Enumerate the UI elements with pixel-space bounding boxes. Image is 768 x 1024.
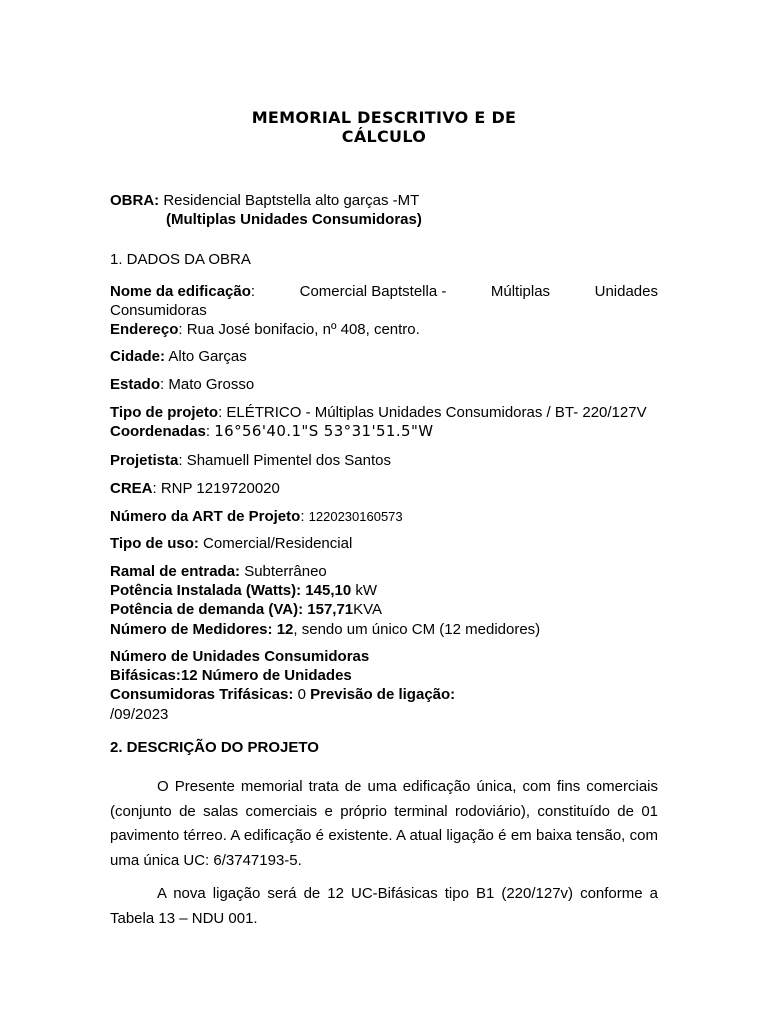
medidores-label: Número de Medidores: 12	[110, 621, 294, 638]
nome-edificacao-row	[110, 282, 658, 301]
projetista-label: Projetista	[110, 452, 179, 469]
estado-line	[110, 375, 254, 394]
title-line-2: CÁLCULO	[341, 127, 427, 146]
projetista-value: : Shamuell Pimentel dos Santos	[178, 452, 391, 469]
crea-label: CREA	[110, 480, 153, 497]
unidades-trifasicas-label: Consumidoras Trifásicas:	[110, 686, 294, 703]
crea-line	[110, 479, 280, 498]
tipo-projeto-label: Tipo de projeto	[110, 404, 219, 421]
unidades-line-3	[110, 685, 455, 704]
coordenadas-label: Coordenadas	[110, 423, 206, 440]
nome-label: Nome da edificação	[110, 283, 251, 300]
medidores-value: , sendo um único CM (12 medidores)	[293, 621, 541, 638]
coordenadas-colon: :	[205, 423, 215, 440]
ramal-value: Subterrâneo	[240, 563, 327, 580]
potencia-instalada-value: kW	[351, 582, 378, 599]
endereco-label: Endereço	[110, 321, 179, 338]
tipo-uso-label: Tipo de uso:	[110, 535, 199, 552]
nome-part-4: Consumidoras	[110, 302, 207, 319]
potencia-instalada-label: Potência Instalada (Watts): 145,10	[110, 582, 352, 599]
unidades-line-1: Número de Unidades Consumidoras	[110, 648, 370, 665]
art-value: 1220230160573	[308, 509, 403, 524]
tipo-projeto-value: : ELÉTRICO - Múltiplas Unidades Consumidoras / BT- 220/127V	[218, 404, 647, 421]
paragraph-2-text: A nova ligação será de 12 UC-Bifásicas tipo B1 (220/127v) conforme a Tabela 13 – NDU 001.	[110, 885, 658, 927]
cidade-line	[110, 347, 247, 366]
tipo-uso-value: Comercial/Residencial	[198, 535, 353, 552]
cidade-value: Alto Garças	[165, 348, 247, 365]
nome-part-3: Unidades	[594, 283, 658, 300]
medidores-line	[110, 620, 540, 639]
potencia-demanda-label: Potência de demanda (VA): 157,71	[110, 601, 354, 618]
endereco-line	[110, 320, 420, 339]
previsao-label: Previsão de ligação:	[310, 686, 456, 703]
paragraph-1	[110, 775, 658, 873]
obra-subtitle: (Multiplas Unidades Consumidoras)	[166, 211, 422, 228]
art-colon: :	[300, 508, 309, 525]
unidades-line-2: Bifásicas:12 Número de Unidades	[110, 667, 352, 684]
potencia-instalada-line	[110, 581, 377, 600]
nome-part-2: Múltiplas	[490, 283, 551, 300]
obra-line	[110, 191, 419, 210]
section-2-heading: 2. DESCRIÇÃO DO PROJETO	[110, 739, 319, 756]
unidades-trifasicas-value: 0	[293, 686, 311, 703]
paragraph-2	[110, 882, 658, 931]
estado-value: : Mato Grosso	[160, 376, 255, 393]
projetista-line	[110, 451, 391, 470]
coordenadas-line	[110, 422, 434, 441]
endereco-value: : Rua José bonifacio, nº 408, centro.	[178, 321, 420, 338]
obra-value: Residencial Baptstella alto garças -MT	[159, 192, 420, 209]
obra-label: OBRA:	[110, 192, 160, 209]
section-1-heading: 1. DADOS DA OBRA	[110, 251, 251, 268]
previsao-value: /09/2023	[110, 706, 169, 723]
estado-label: Estado	[110, 376, 161, 393]
paragraph-1-text: O Presente memorial trata de uma edificação única, com fins comerciais (conjunto de salas comerciais e próprio terminal rodoviário), constituído de 01 pavimento térreo. A edificação é existente. A atual ligação é em baixa tensão, com uma única UC: 6/3747193-5.	[110, 778, 658, 869]
crea-value: : RNP 1219720020	[152, 480, 280, 497]
document-title	[0, 108, 768, 146]
ramal-label: Ramal de entrada:	[110, 563, 241, 580]
title-line-1: MEMORIAL DESCRITIVO E DE	[251, 108, 517, 127]
coordenadas-value: 16°56'40.1"S 53°31'51.5"W	[214, 422, 434, 440]
potencia-demanda-line	[110, 600, 382, 619]
tipo-projeto-line	[110, 403, 647, 422]
nome-colon: :	[250, 283, 256, 300]
tipo-uso-line	[110, 534, 352, 553]
art-label: Número da ART de Projeto	[110, 508, 301, 525]
ramal-line	[110, 562, 327, 581]
potencia-demanda-value: KVA	[353, 601, 383, 618]
nome-part-1: Comercial Baptstella -	[299, 283, 447, 300]
art-line	[110, 507, 403, 526]
cidade-label: Cidade:	[110, 348, 166, 365]
